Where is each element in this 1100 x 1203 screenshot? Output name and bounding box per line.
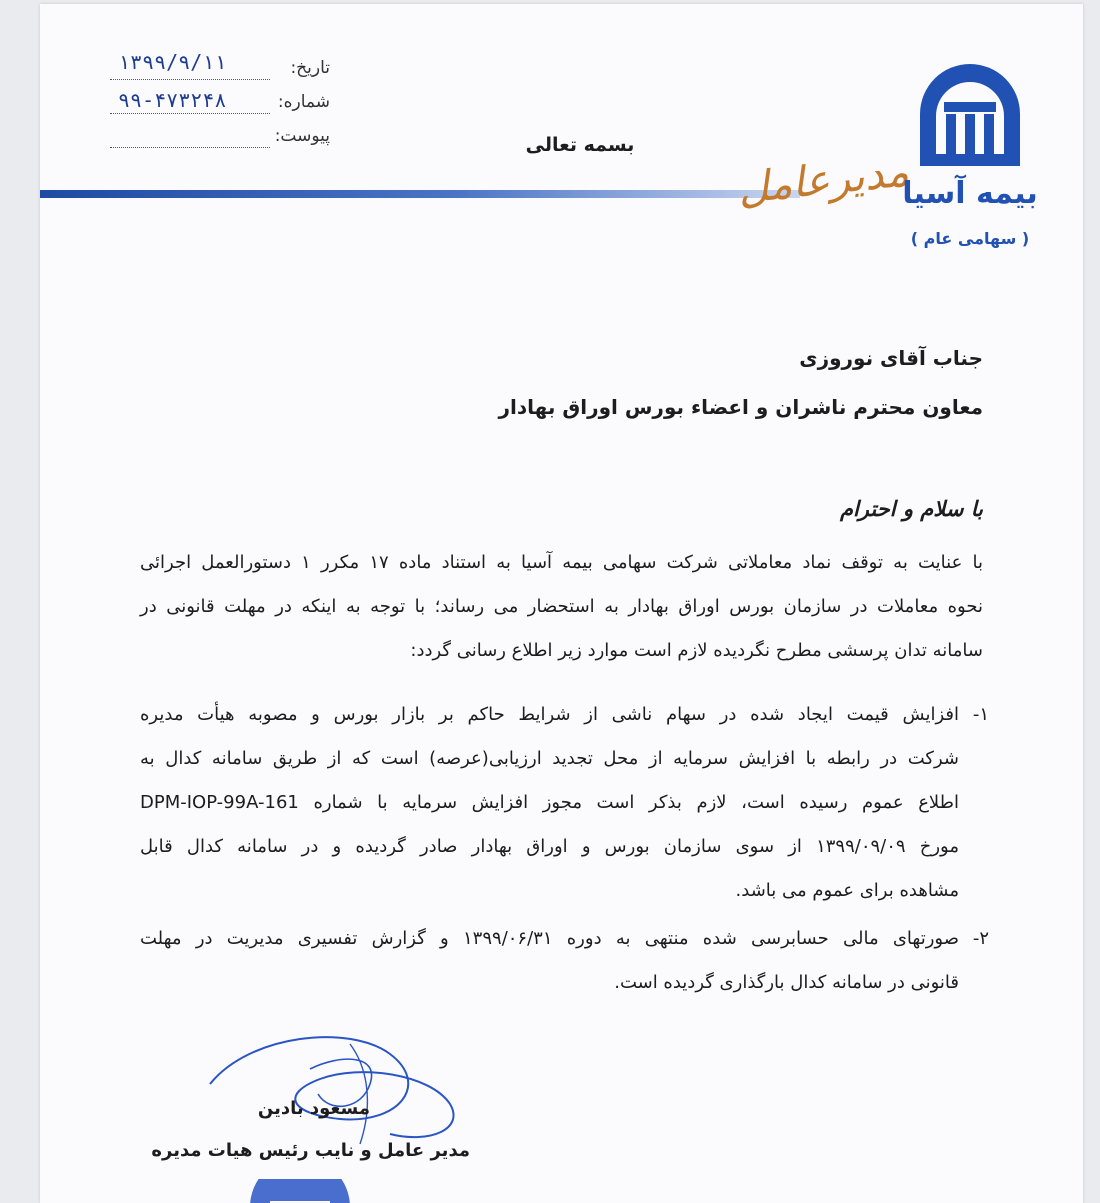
- signatory-name: مسعود بادین: [257, 1098, 370, 1119]
- number-label: شماره:: [277, 92, 330, 112]
- date-line: [110, 79, 270, 80]
- number-row: [110, 88, 330, 120]
- handwritten-signature: [190, 1024, 510, 1154]
- date-label: تاریخ:: [290, 58, 330, 78]
- item-line: مورخ ۱۳۹۹/۰۹/۰۹ از سوی سازمان بورس و اوراق بهادار صادر گردیده و در سامانه کدال قابل: [140, 836, 959, 857]
- attachment-label: پیوست:: [274, 126, 330, 146]
- number-value: ۹۹-۴۷۳۲۴۸: [118, 88, 227, 112]
- item-line: صورتهای مالی حسابرسی شده منتهی به دوره ۱۳۹۹/۰۶/۳۱ و گزارش تفسیری مدیریت در مهلت: [140, 928, 959, 949]
- date-value: ۱۳۹۹/۹/۱۱: [118, 50, 227, 74]
- attachment-row: [110, 126, 330, 154]
- item-line: قانونی در سامانه کدال بارگذاری گردیده است.: [614, 972, 959, 993]
- attachment-line: [110, 147, 270, 148]
- item-line: مشاهده برای عموم می باشد.: [735, 880, 959, 901]
- number-line: [110, 113, 270, 114]
- company-name: بیمه آسیا: [902, 176, 1038, 211]
- recipient-name: جناب آقای نوروزی: [799, 346, 983, 370]
- letter-page: [40, 4, 1083, 1203]
- greeting: با سلام و احترام: [839, 496, 983, 521]
- item-number: ۱-: [972, 704, 989, 725]
- item-line: اطلاع عموم رسیده است، لازم بذکر است مجوز افزایش سرمایه با شماره DPM-IOP-99A-161: [140, 792, 959, 813]
- date-row: [110, 50, 330, 86]
- item-number: ۲-: [972, 928, 989, 949]
- intro-line: با عنایت به توقف نماد معاملاتی شرکت سهامی بیمه آسیا به استناد ماده ۱۷ مکرر ۱ دستورالعمل اجرائی: [140, 552, 983, 573]
- intro-line: نحوه معاملات در سازمان بورس اوراق بهادار به استحضار می رساند؛ با توجه به اینکه در مهلت قانونی در: [140, 596, 983, 617]
- header-divider-bar: [40, 190, 800, 198]
- ceo-calligraphy-tag: مدیرعامل: [735, 146, 912, 214]
- item-line: افزایش قیمت ایجاد شده در سهام ناشی از شرایط حاکم بر بازار بورس و مصوبه هیأت مدیره: [140, 704, 959, 725]
- basmala: بسمه تعالی: [525, 134, 635, 156]
- company-logo-icon: [910, 54, 1030, 174]
- item-line: شرکت در رابطه با افزایش سرمایه از محل تجدید ارزیابی(عرصه) است که از طریق سامانه کدال به: [140, 748, 959, 769]
- company-type: ( سهامی عام ): [910, 229, 1030, 248]
- intro-line: سامانه تدان پرسشی مطرح نگردیده لازم است موارد زیر اطلاع رسانی گردد:: [410, 640, 983, 661]
- company-stamp-icon: [240, 1179, 360, 1203]
- signatory-title: مدیر عامل و نایب رئیس هیات مدیره: [151, 1140, 470, 1161]
- recipient-title: معاون محترم ناشران و اعضاء بورس اوراق بهادار: [498, 395, 983, 419]
